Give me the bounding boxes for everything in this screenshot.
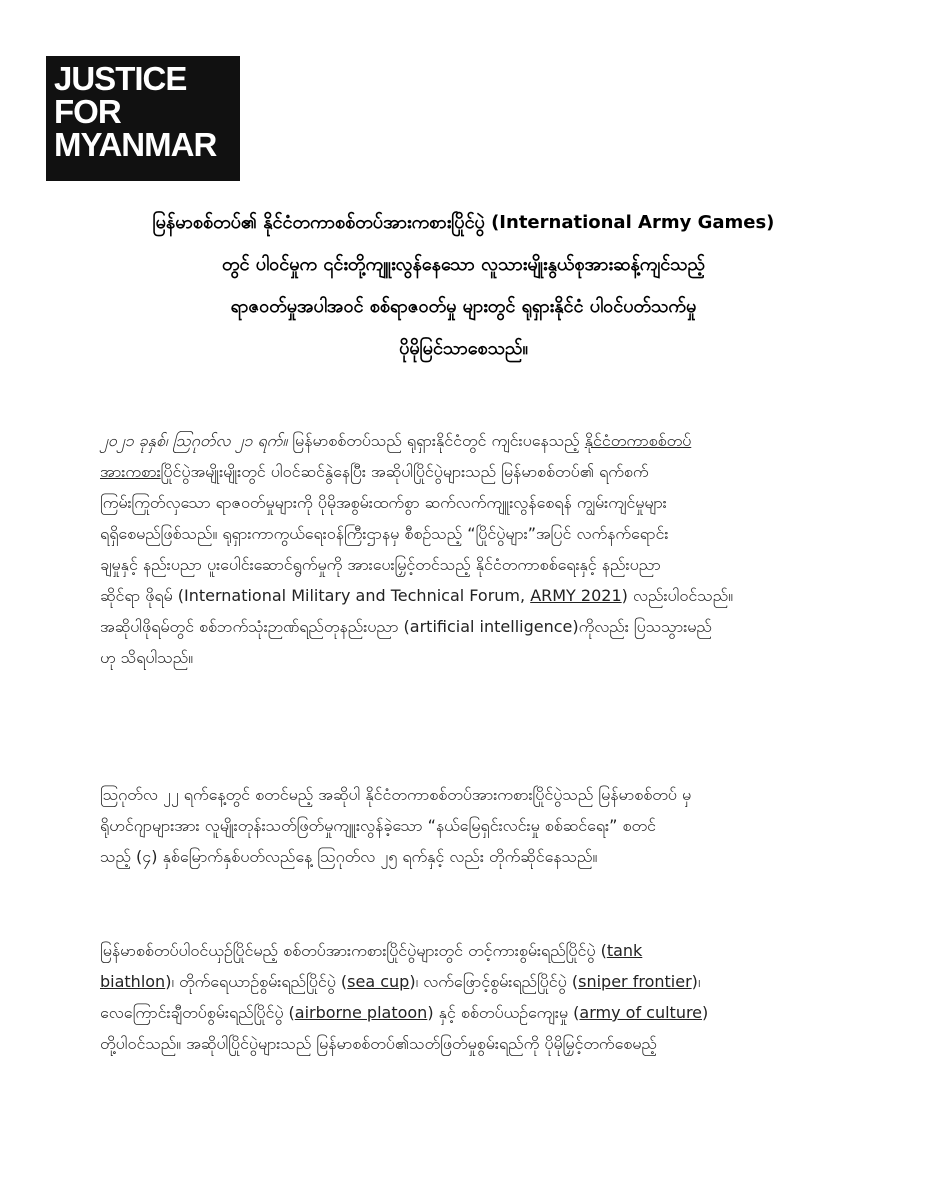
- paragraph-3-line-1: [100, 935, 830, 966]
- logo-line-myanmar: MYANMAR: [54, 126, 217, 163]
- paragraph-1-line-4: ရရှိစေမည်ဖြစ်သည်။ ရုရှားကာကွယ်ရေးဝန်ကြီးဌာနမှ စီစဉ်သည့် “ပြိုင်ပွဲများ”အပြင် လက်နက်ရောင်း: [100, 524, 669, 543]
- title-line-2: တွင် ပါဝင်မှုက ၎င်းတို့ကျူးလွန်နေသော လူသားမျိုးနွယ်စုအားဆန့်ကျင်သည့်: [221, 254, 705, 275]
- paragraph-1-line-5: ချမှုနှင့် နည်းပညာ ပူးပေါင်းဆောင်ရွက်မှုကို အားပေးမြှင့်တင်သည့် နိုင်ငံတကာစစ်ရေးနှင့် နည်းပညာ: [100, 555, 661, 574]
- text-run: )၊ လက်ဖြောင့်စွမ်းရည်ပြိုင်ပွဲ (: [409, 972, 579, 991]
- text-run: ပြိုင်ပွဲအမျိုးမျိုးတွင် ပါဝင်ဆင်နွဲနေပြီး အဆိုပါပြိုင်ပွဲများသည် မြန်မာစစ်တပ်၏ ရက်စက်: [160, 462, 649, 481]
- paragraph-3-line-3: [100, 997, 830, 1028]
- title-line-3: ရာဇဝတ်မှုအပါအဝင် စစ်ရာဇဝတ်မှု များတွင် ရုရှားနိုင်ငံ ပါဝင်ပတ်သက်မှု: [230, 296, 697, 317]
- paragraph-1-line-1: [100, 425, 830, 456]
- link-army-of-culture[interactable]: army of culture: [579, 1003, 703, 1022]
- paragraph-1-line-8: ဟု သိရပါသည်။: [100, 648, 194, 667]
- paragraph-1: [100, 425, 830, 673]
- link-tank-biathlon-cont[interactable]: biathlon: [100, 972, 166, 991]
- title-line-4: ပိုမိုမြင်သာစေသည်။: [399, 338, 528, 359]
- title-line-1: မြန်မာစစ်တပ်၏ နိုင်ငံတကာစစ်တပ်အားကစားပြိုင်ပွဲ (International Army Games): [152, 212, 775, 233]
- paragraph-1-line-2: [100, 456, 830, 487]
- link-international-army-games-cont[interactable]: အားကစား: [100, 462, 161, 481]
- paragraph-1-line-7: အဆိုပါဖိုရမ်တွင် စစ်ဘက်သုံးဉာဏ်ရည်တုနည်းပညာ (artificial intelligence)ကိုလည်း ပြသသွားမည်: [100, 617, 712, 636]
- paragraph-1-line-6: [100, 580, 830, 611]
- text-run: မြန်မာစစ်တပ်ပါဝင်ယှဉ်ပြိုင်မည့် စစ်တပ်အားကစားပြိုင်ပွဲများတွင် တင့်ကားစွမ်းရည်ပြိုင်ပွဲ (: [100, 941, 607, 960]
- text-run: )၊: [691, 972, 701, 991]
- text-run: ): [702, 1003, 709, 1022]
- text-run: လေကြောင်းချီတပ်စွမ်းရည်ပြိုင်ပွဲ (: [100, 1003, 295, 1022]
- paragraph-3-line-2: [100, 966, 830, 997]
- paragraph-2: [100, 779, 830, 872]
- paragraph-1-line-3: ကြမ်းကြုတ်လှသော ရာဇဝတ်မှုများကို ပိုမိုအစွမ်းထက်စွာ ဆက်လက်ကျူးလွန်စေရန် ကျွမ်းကျင်မှုများ: [100, 493, 667, 512]
- text-run: ) လည်းပါဝင်သည်။: [621, 586, 734, 605]
- logo-line-for: FOR: [54, 93, 121, 130]
- link-army-2021[interactable]: ARMY 2021: [530, 586, 622, 605]
- link-sea-cup[interactable]: sea cup: [347, 972, 410, 991]
- paragraph-2-line-2: ရိုဟင်ဂျာများအား လူမျိုးတုန်းသတ်ဖြတ်မှုကျူးလွန်ခဲ့သော “နယ်မြေရှင်းလင်းမှု စစ်ဆင်ရေး” စတင်: [100, 816, 656, 835]
- paragraph-2-line-3: သည့် (၄) နှစ်မြောက်နှစ်ပတ်လည်နေ့ ဩဂုတ်လ ၂၅ ရက်နှင့် လည်း တိုက်ဆိုင်နေသည်။: [100, 847, 598, 866]
- link-international-army-games[interactable]: နိုင်ငံတကာစစ်တပ်: [584, 431, 692, 450]
- link-tank-biathlon[interactable]: tank: [606, 941, 643, 960]
- link-airborne-platoon[interactable]: airborne platoon: [294, 1003, 428, 1022]
- text-run: )၊ တိုက်ရေယာဉ်စွမ်းရည်ပြိုင်ပွဲ (: [165, 972, 348, 991]
- logo-line-justice: JUSTICE: [54, 60, 187, 97]
- paragraph-2-line-1: ဩဂုတ်လ ၂၂ ရက်နေ့တွင် စတင်မည့် အဆိုပါ နိုင်ငံတကာစစ်တပ်အားကစားပြိုင်ပွဲသည် မြန်မာစစ်တပ် မှ: [100, 785, 692, 804]
- link-sniper-frontier[interactable]: sniper frontier: [578, 972, 692, 991]
- paragraph-3: [100, 935, 830, 1059]
- justice-for-myanmar-logo: [46, 56, 240, 181]
- dateline: ၂၀၂၁ ခုနှစ်၊ ဩဂုတ်လ ၂၁ ရက်။: [100, 431, 288, 450]
- document-title: [60, 202, 867, 370]
- text-run: ) နှင့် စစ်တပ်ယဉ်ကျေးမှု (: [427, 1003, 580, 1022]
- paragraph-3-line-4: တို့ပါဝင်သည်။ အဆိုပါပြိုင်ပွဲများသည် မြန်မာစစ်တပ်၏သတ်ဖြတ်မှုစွမ်းရည်ကို ပိုမိုမြှင့်တက်စေမည့်: [100, 1034, 657, 1053]
- text-run: ဆိုင်ရာ ဖိုရမ် (International Military and Technical Forum,: [100, 586, 531, 605]
- text-run: မြန်မာစစ်တပ်သည် ရုရှားနိုင်ငံတွင် ကျင်းပနေသည့်: [287, 431, 585, 450]
